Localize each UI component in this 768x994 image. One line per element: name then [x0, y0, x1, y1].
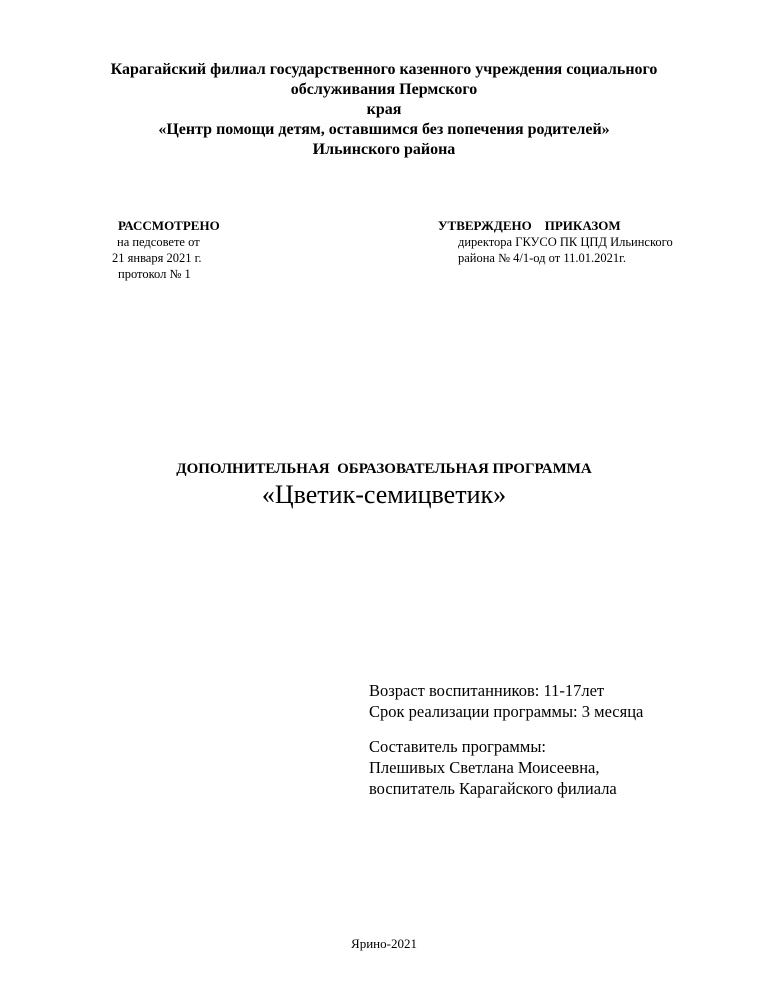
reviewed-line-1: на педсовете от [117, 235, 200, 249]
approved-title: УТВЕРЖДЕНО ПРИКАЗОМ [438, 218, 621, 233]
approved-line-2: района № 4/1-од от 11.01.2021г. [458, 251, 626, 265]
reviewed-block [112, 218, 220, 282]
reviewed-title: РАССМОТРЕНО [118, 218, 220, 233]
place-year-footer: Ярино-2021 [351, 936, 417, 951]
header-line-2: обслуживания Пермского [290, 81, 478, 98]
author-label: Составитель программы: [369, 737, 546, 756]
author-name: Плешивых Светлана Моисеевна, [369, 758, 600, 777]
program-info-block [369, 680, 643, 799]
author-position: воспитатель Карагайского филиала [369, 779, 617, 798]
info-spacer [369, 722, 643, 736]
header-line-3: края [366, 101, 402, 118]
reviewed-line-3: протокол № 1 [118, 267, 191, 281]
organization-header [0, 60, 768, 160]
approved-block [438, 218, 673, 266]
reviewed-line-2: 21 января 2021 г. [112, 251, 202, 265]
students-age: Возраст воспитанников: 11-17лет [369, 681, 605, 700]
program-type-heading: ДОПОЛНИТЕЛЬНАЯ ОБРАЗОВАТЕЛЬНАЯ ПРОГРАММА [176, 461, 592, 477]
program-name-title: «Цветик-семицветик» [261, 480, 507, 509]
program-duration: Срок реализации программы: 3 месяца [369, 702, 644, 721]
header-line-4: «Центр помощи детям, оставшимся без попечения родителей» [158, 121, 610, 138]
approved-line-1: директора ГКУСО ПК ЦПД Ильинского [458, 235, 673, 249]
header-line-5: Ильинского района [312, 141, 456, 158]
header-line-1: Карагайский филиал государственного казенного учреждения социального [110, 61, 658, 78]
